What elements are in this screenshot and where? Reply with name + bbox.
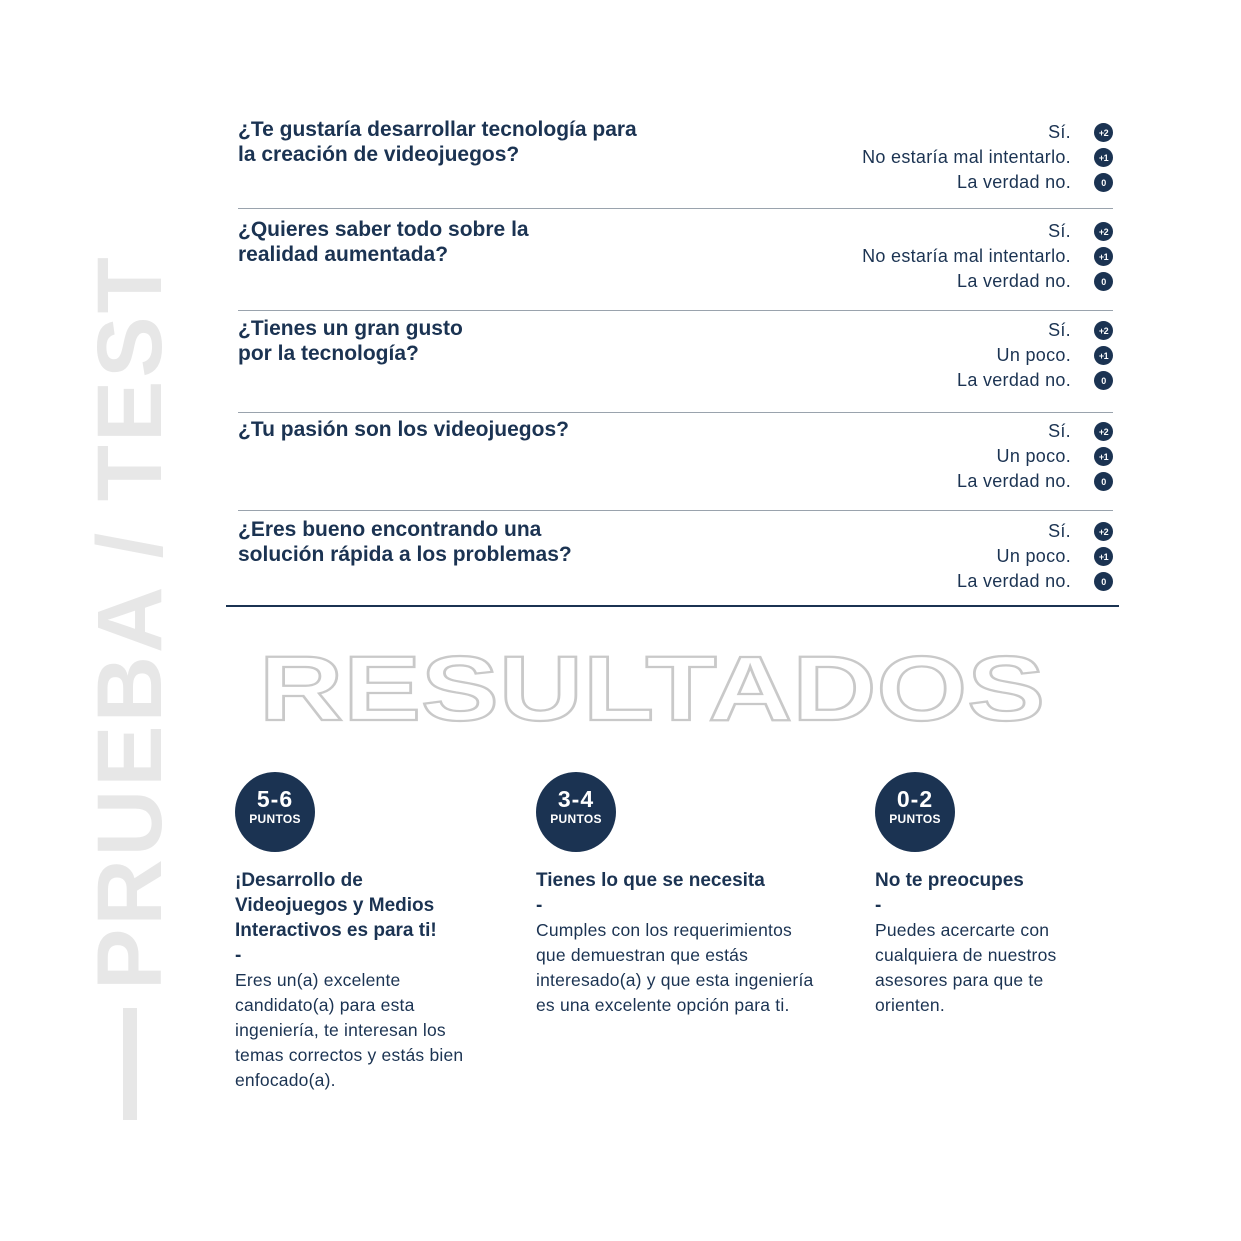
- answer-label: Un poco.: [996, 546, 1071, 566]
- answer-options: [862, 120, 1113, 195]
- answer-option[interactable]: [957, 368, 1113, 393]
- points-badge: +2: [1094, 123, 1113, 142]
- answer-label: Sí.: [1048, 320, 1071, 340]
- result-body: Puedes acercarte con cualquiera de nuestros asesores para que te orienten.: [875, 920, 1057, 1015]
- score-range: 5-6: [256, 786, 294, 812]
- points-badge: 0: [1094, 173, 1113, 192]
- result-card: [875, 772, 1085, 1018]
- question-row: [238, 209, 1113, 311]
- points-badge: 0: [1094, 272, 1113, 291]
- answer-label: Un poco.: [996, 446, 1071, 466]
- points-badge: +2: [1094, 422, 1113, 441]
- answer-options: [957, 318, 1113, 393]
- questions-list: [238, 112, 1113, 601]
- side-title: [79, 127, 181, 1120]
- points-badge: +1: [1094, 247, 1113, 266]
- points-badge: +1: [1094, 547, 1113, 566]
- answer-label: La verdad no.: [957, 571, 1071, 591]
- result-dash: -: [875, 895, 882, 916]
- answer-option[interactable]: [957, 519, 1113, 544]
- section-divider: [226, 605, 1119, 607]
- answer-option[interactable]: [862, 120, 1113, 145]
- answer-label: Un poco.: [996, 345, 1071, 365]
- question-row: [238, 413, 1113, 511]
- question-row: [238, 112, 1113, 209]
- points-badge: +2: [1094, 522, 1113, 541]
- answer-label: No estaría mal intentarlo.: [862, 147, 1071, 167]
- answer-option[interactable]: [957, 544, 1113, 569]
- result-dash: -: [235, 945, 242, 966]
- answer-label: No estaría mal intentarlo.: [862, 246, 1071, 266]
- answer-label: Sí.: [1048, 221, 1071, 241]
- result-dash: -: [536, 895, 543, 916]
- answer-label: La verdad no.: [957, 271, 1071, 291]
- answer-option[interactable]: [862, 219, 1113, 244]
- result-card: [235, 772, 475, 1093]
- score-range: 3-4: [557, 786, 595, 812]
- points-badge: 0: [1094, 472, 1113, 491]
- answer-option[interactable]: [957, 469, 1113, 494]
- answer-option[interactable]: [957, 569, 1113, 594]
- score-circle: [235, 772, 315, 852]
- answer-option[interactable]: [957, 318, 1113, 343]
- points-badge: +1: [1094, 447, 1113, 466]
- points-badge: +2: [1094, 321, 1113, 340]
- points-badge: +2: [1094, 222, 1113, 241]
- answer-label: La verdad no.: [957, 172, 1071, 192]
- answer-label: Sí.: [1048, 122, 1071, 142]
- side-title-bar: [123, 1008, 137, 1120]
- score-unit: PUNTOS: [889, 812, 941, 826]
- answer-option[interactable]: [957, 343, 1113, 368]
- question-text: ¿Te gustaría desarrollar tecnología para la creación de videojuegos?: [238, 118, 637, 166]
- answer-label: Sí.: [1048, 521, 1071, 541]
- result-body: Cumples con los requerimientos que demuestran que estás interesado(a) y que esta ingeniería es una excelente opción para ti.: [536, 920, 814, 1015]
- answer-option[interactable]: [862, 269, 1113, 294]
- score-circle: [875, 772, 955, 852]
- results-title-outline: [257, 643, 1047, 733]
- question-text: ¿Eres bueno encontrando una solución rápida a los problemas?: [238, 518, 572, 566]
- question-text: ¿Tienes un gran gusto por la tecnología?: [238, 317, 463, 365]
- answer-label: La verdad no.: [957, 370, 1071, 390]
- points-badge: 0: [1094, 572, 1113, 591]
- points-badge: +1: [1094, 148, 1113, 167]
- score-circle: [536, 772, 616, 852]
- result-card: [536, 772, 826, 1018]
- answer-option[interactable]: [862, 244, 1113, 269]
- side-title-text: PRUEBA / TEST: [79, 254, 181, 990]
- results-title: [257, 643, 1047, 733]
- result-heading: ¡Desarrollo de Videojuegos y Medios Interactivos es para ti!: [235, 870, 437, 941]
- score-unit: PUNTOS: [249, 812, 301, 826]
- answer-option[interactable]: [957, 419, 1113, 444]
- answer-label: Sí.: [1048, 421, 1071, 441]
- result-heading: No te preocupes: [875, 870, 1024, 891]
- result-body: Eres un(a) excelente candidato(a) para esta ingeniería, te interesan los temas correctos y estás bien enfocado(a).: [235, 970, 464, 1090]
- score-range: 0-2: [896, 786, 934, 812]
- results-title-text: RESULTADOS: [259, 643, 1045, 733]
- answer-options: [957, 419, 1113, 494]
- question-text: ¿Quieres saber todo sobre la realidad aumentada?: [238, 218, 529, 266]
- question-row: [238, 511, 1113, 601]
- result-heading: Tienes lo que se necesita: [536, 870, 765, 891]
- score-unit: PUNTOS: [550, 812, 602, 826]
- answer-option[interactable]: [862, 170, 1113, 195]
- answer-option[interactable]: [957, 444, 1113, 469]
- question-row: [238, 311, 1113, 413]
- answer-options: [862, 219, 1113, 294]
- answer-option[interactable]: [862, 145, 1113, 170]
- points-badge: +1: [1094, 346, 1113, 365]
- question-text: ¿Tu pasión son los videojuegos?: [238, 418, 569, 441]
- points-badge: 0: [1094, 371, 1113, 390]
- answer-options: [957, 519, 1113, 594]
- answer-label: La verdad no.: [957, 471, 1071, 491]
